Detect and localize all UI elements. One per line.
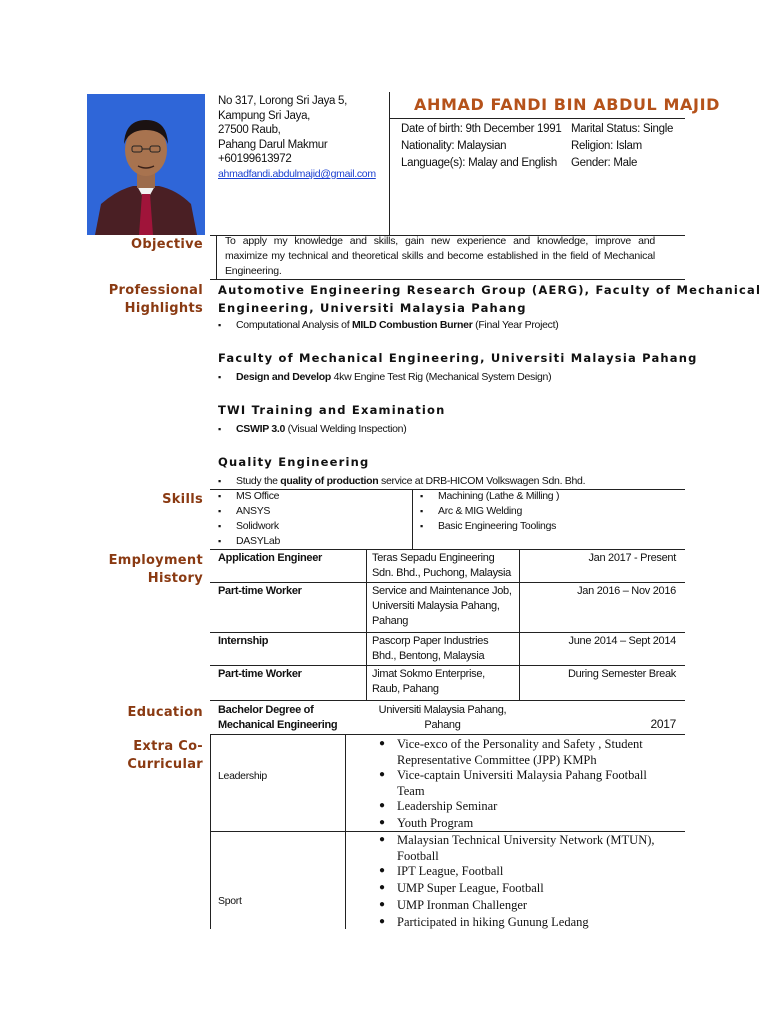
nationality: Nationality: Malaysian — [401, 140, 507, 152]
employment-org-line: Bhd., Bentong, Malaysia — [372, 650, 485, 662]
personal-info-right — [571, 121, 673, 172]
skill-item — [420, 519, 559, 534]
highlights-label-line: Highlights — [124, 301, 203, 316]
employment-org-line: Sdn. Bhd., Puchong, Malaysia — [372, 567, 511, 579]
employment-org — [372, 551, 511, 581]
twi-item-text: (Visual Welding Inspection) — [285, 423, 407, 435]
candidate-name: AHMAD FANDI BIN ABDUL MAJID — [414, 95, 721, 114]
aerg-item — [218, 318, 558, 333]
qe-item — [218, 474, 585, 489]
sport-item — [379, 863, 504, 879]
qe-item-bold: quality of production — [280, 475, 379, 487]
date-of-birth: Date of birth: 9th December 1991 — [401, 123, 562, 135]
employment-org-line: Pahang — [372, 615, 409, 627]
leadership-item-line: Team — [397, 784, 425, 798]
highlights-top-rule — [210, 279, 685, 280]
employment-org — [372, 584, 512, 629]
leadership-item-line: Leadership Seminar — [397, 799, 498, 813]
employment-bottom-rule — [210, 700, 685, 701]
fkm-heading: Faculty of Mechanical Engineering, Universiti Malaysia Pahang — [218, 351, 698, 365]
education-university-line: Pahang — [424, 719, 461, 731]
aerg-item-bold: MILD Combustion Burner — [351, 319, 473, 331]
employment-date: During Semester Break — [567, 668, 676, 680]
sport-item-line: Football — [397, 849, 439, 863]
bullet-icon: ● — [379, 882, 386, 893]
skill-text: DASYLab — [236, 535, 281, 547]
sport-item-line: Participated in hiking Gunung Ledang — [397, 915, 589, 929]
education-degree-line: Bachelor Degree of — [218, 704, 314, 716]
employment-col-rule — [366, 549, 367, 700]
languages: Language(s): Malay and English — [401, 157, 557, 169]
education-university-line: Universiti Malaysia Pahang, — [378, 704, 507, 716]
employment-role: Part-time Worker — [218, 585, 302, 597]
bullet-icon: ● — [379, 738, 386, 749]
employment-org — [372, 667, 485, 697]
skill-text: Arc & MIG Welding — [438, 505, 522, 517]
email-link[interactable]: ahmadfandi.abdulmajid@gmail.com — [218, 167, 376, 180]
address-line: No 317, Lorong Sri Jaya 5, — [218, 95, 348, 107]
employment-org-line: Pascorp Paper Industries — [372, 635, 489, 647]
employment-row-rule — [210, 582, 685, 583]
bullet-icon: ▪ — [420, 506, 423, 516]
sport-item-line: Malaysian Technical University Network (MTUN), — [397, 833, 655, 847]
address-line: Kampung Sri Jaya, — [218, 109, 311, 122]
leadership-item — [379, 767, 647, 799]
skill-item — [218, 504, 280, 519]
bullet-icon: ● — [379, 865, 386, 876]
employment-top-rule — [210, 549, 685, 550]
skill-text: MS Office — [236, 490, 280, 502]
aerg-item-text: (Final Year Project) — [472, 319, 559, 331]
skills-list-left — [218, 489, 280, 549]
bullet-icon: ▪ — [218, 491, 221, 501]
sport-item-line: UMP Super League, Football — [397, 881, 544, 895]
bullet-icon: ● — [379, 916, 386, 927]
skill-item — [218, 489, 280, 504]
bullet-icon: ▪ — [218, 372, 221, 382]
employment-label-line: Employment — [108, 553, 203, 568]
bullet-icon: ● — [379, 769, 386, 780]
leadership-item — [379, 798, 498, 814]
fkm-item-bold: Design and Develop — [236, 371, 331, 383]
bullet-icon: ● — [379, 817, 386, 828]
extra-label-line: Curricular — [127, 757, 203, 772]
skill-text: Machining (Lathe & Milling ) — [438, 490, 560, 502]
sport-item — [379, 832, 655, 864]
address-line: 27500 Raub, — [218, 124, 281, 137]
sport-item-line: UMP Ironman Challenger — [397, 898, 528, 912]
twi-item-bold: CSWIP 3.0 — [236, 423, 286, 435]
sport-item — [379, 880, 544, 896]
leadership-item-line: Vice-captain Universiti Malaysia Pahang Football — [397, 768, 647, 782]
qe-item-text: service at DRB-HICOM Volkswagen Sdn. Bhd. — [378, 475, 586, 487]
bullet-icon: ● — [379, 834, 386, 845]
bullet-icon: ▪ — [218, 506, 221, 516]
qe-heading: Quality Engineering — [218, 455, 370, 469]
aerg-item-text: Computational Analysis of — [236, 319, 352, 331]
fkm-item-text: 4kw Engine Test Rig (Mechanical System Design) — [330, 371, 552, 383]
employment-col-rule — [519, 549, 520, 700]
twi-heading: TWI Training and Examination — [218, 403, 446, 417]
skill-text: Basic Engineering Toolings — [438, 520, 557, 532]
objective-line: maximize my technical and theoretical skills and become established in the field of Mechanical — [225, 250, 655, 262]
section-label-employment — [100, 552, 203, 588]
aerg-heading-line: Automotive Engineering Research Group (AERG), Faculty of Mechanical — [218, 283, 762, 297]
bullet-icon: ▪ — [420, 521, 423, 531]
leadership-label: Leadership — [218, 770, 267, 782]
objective-text — [225, 234, 655, 279]
education-university — [370, 703, 515, 733]
bullet-icon: ● — [379, 800, 386, 811]
sport-label: Sport — [218, 895, 242, 907]
employment-date: Jan 2017 - Present — [588, 552, 676, 564]
employment-role: Application Engineer — [218, 552, 323, 564]
objective-line: To apply my knowledge and skills, gain new experience and knowledge, improve and — [225, 235, 655, 247]
religion: Religion: Islam — [571, 140, 642, 152]
phone-number: +60199613972 — [218, 153, 292, 166]
section-label-skills: Skills — [162, 492, 203, 507]
education-year: 2017 — [650, 717, 676, 731]
employment-org-line: Jimat Sokmo Enterprise, — [372, 668, 485, 680]
employment-role: Internship — [218, 635, 269, 647]
leadership-item-line: Representative Committee (JPP) KMPh — [397, 753, 597, 767]
name-underline — [390, 118, 685, 119]
contact-block — [218, 94, 376, 182]
marital-status: Marital Status: Single — [571, 123, 674, 135]
employment-row-rule — [210, 632, 685, 633]
fkm-item — [218, 370, 551, 385]
bullet-icon: ▪ — [218, 536, 221, 546]
gender: Gender: Male — [571, 157, 638, 169]
skill-item — [218, 534, 280, 549]
bullet-icon: ▪ — [218, 320, 221, 330]
leadership-item-line: Vice-exco of the Personality and Safety , Student — [397, 737, 643, 751]
education-bottom-rule — [210, 734, 685, 735]
employment-org-line: Service and Maintenance Job, — [372, 585, 512, 597]
bullet-icon: ▪ — [218, 521, 221, 531]
twi-item — [218, 422, 406, 437]
skill-item — [420, 489, 559, 504]
skill-item — [420, 504, 559, 519]
skills-mid-rule — [412, 489, 413, 549]
objective-line: Engineering. — [225, 265, 282, 277]
employment-org-line: Universiti Malaysia Pahang, — [372, 600, 500, 612]
education-degree — [218, 703, 337, 733]
skill-item — [218, 519, 280, 534]
header-divider — [389, 92, 390, 235]
employment-org-line: Raub, Pahang — [372, 683, 439, 695]
employment-org — [372, 634, 488, 664]
skill-text: ANSYS — [236, 505, 271, 517]
employment-date: Jan 2016 – Nov 2016 — [577, 585, 676, 597]
employment-row-rule — [210, 665, 685, 666]
bullet-icon: ▪ — [218, 476, 221, 486]
aerg-heading — [218, 281, 761, 317]
sport-item — [379, 897, 528, 913]
leadership-item-line: Youth Program — [397, 816, 474, 830]
education-degree-line: Mechanical Engineering — [218, 719, 338, 731]
sport-item — [379, 914, 589, 930]
employment-role: Part-time Worker — [218, 668, 302, 680]
section-label-education: Education — [127, 705, 203, 720]
section-label-extra — [100, 738, 203, 774]
bullet-icon: ● — [379, 899, 386, 910]
address-line: Pahang Darul Makmur — [218, 138, 328, 151]
profile-photo — [87, 94, 205, 235]
leadership-item — [379, 815, 474, 831]
sport-item-line: IPT League, Football — [397, 864, 504, 878]
qe-item-text: Study the — [236, 475, 281, 487]
objective-left-rule — [216, 236, 217, 280]
highlights-label-line: Professional — [108, 283, 203, 298]
leadership-item — [379, 736, 643, 768]
employment-label-line: History — [147, 571, 203, 586]
section-label-highlights — [100, 282, 203, 318]
skills-list-right — [420, 489, 559, 534]
skill-text: Solidwork — [236, 520, 279, 532]
aerg-heading-line: Engineering, Universiti Malaysia Pahang — [218, 301, 527, 315]
extra-label-line: Extra Co- — [133, 739, 203, 754]
bullet-icon: ▪ — [218, 424, 221, 434]
section-label-objective: Objective — [131, 237, 203, 252]
bullet-icon: ▪ — [420, 491, 423, 501]
employment-org-line: Teras Sepadu Engineering — [372, 552, 495, 564]
employment-date: June 2014 – Sept 2014 — [568, 635, 676, 647]
personal-info-left — [401, 121, 561, 172]
